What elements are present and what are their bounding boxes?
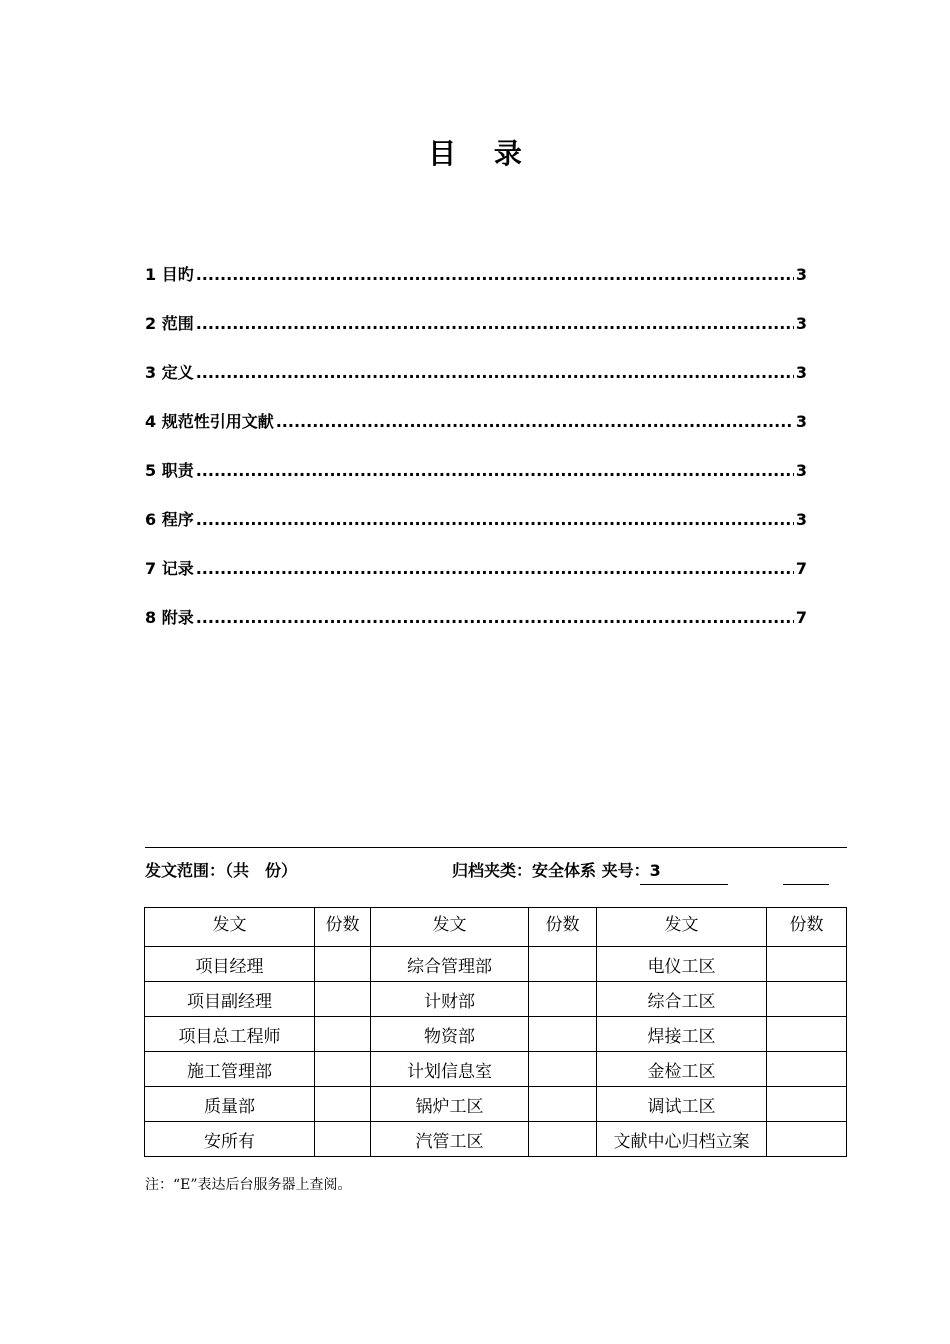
toc-entry-page: 3 [795, 363, 807, 382]
column-header: 发文 [597, 908, 767, 947]
toc-entry-page: 7 [795, 608, 807, 627]
copies-cell [767, 1017, 847, 1052]
recipient-cell: 汽管工区 [371, 1122, 529, 1157]
recipient-cell: 项目经理 [145, 947, 315, 982]
copies-cell [529, 1087, 597, 1122]
recipient-cell: 施工管理部 [145, 1052, 315, 1087]
toc-entry-label: 7 记录 [145, 559, 194, 578]
toc-leader-dots [276, 412, 794, 431]
toc-entry[interactable] [145, 360, 807, 409]
distribution-scope: 发文范围：（共 份） [145, 861, 298, 880]
table-row [145, 947, 847, 982]
copies-cell [315, 1122, 371, 1157]
toc-entry[interactable] [145, 311, 807, 360]
recipient-cell: 文献中心归档立案 [597, 1122, 767, 1157]
toc-entry[interactable] [145, 605, 807, 654]
archive-info: 归档夹类：安全体系 夹号：3 [452, 861, 661, 880]
toc-entry-page: 3 [795, 265, 807, 284]
recipient-cell: 锅炉工区 [371, 1087, 529, 1122]
copies-cell [315, 1052, 371, 1087]
copies-cell [529, 1052, 597, 1087]
recipient-cell: 项目总工程师 [145, 1017, 315, 1052]
footnote: 注：“E”表达后台服务器上查阅。 [145, 1177, 352, 1193]
toc-entry[interactable] [145, 458, 807, 507]
recipient-cell: 质量部 [145, 1087, 315, 1122]
copies-cell [529, 1122, 597, 1157]
toc-entry-page: 3 [795, 314, 807, 333]
table-row [145, 1122, 847, 1157]
recipient-cell: 项目副经理 [145, 982, 315, 1017]
toc-leader-dots [196, 559, 794, 578]
table-header-row [145, 908, 847, 947]
table-row [145, 1087, 847, 1122]
table-row [145, 982, 847, 1017]
column-header: 份数 [767, 908, 847, 947]
underline-blank [640, 884, 728, 885]
toc-leader-dots [196, 461, 794, 480]
toc-entry-label: 6 程序 [145, 510, 194, 529]
toc-entry[interactable] [145, 507, 807, 556]
toc-entry[interactable] [145, 409, 807, 458]
toc-entry-page: 3 [795, 412, 807, 431]
toc-entry-page: 7 [795, 559, 807, 578]
recipient-cell: 电仪工区 [597, 947, 767, 982]
column-header: 份数 [315, 908, 371, 947]
table-of-contents [145, 262, 807, 654]
toc-entry-label: 5 职责 [145, 461, 194, 480]
toc-leader-dots [196, 314, 794, 333]
toc-leader-dots [196, 363, 794, 382]
toc-entry[interactable] [145, 556, 807, 605]
recipient-cell: 调试工区 [597, 1087, 767, 1122]
copies-cell [767, 1052, 847, 1087]
table-row [145, 1017, 847, 1052]
copies-cell [529, 1017, 597, 1052]
recipient-cell: 物资部 [371, 1017, 529, 1052]
copies-cell [529, 947, 597, 982]
toc-entry-page: 3 [795, 510, 807, 529]
copies-cell [315, 1087, 371, 1122]
copies-cell [767, 947, 847, 982]
toc-entry-label: 8 附录 [145, 608, 194, 627]
recipient-cell: 计划信息室 [371, 1052, 529, 1087]
column-header: 份数 [529, 908, 597, 947]
recipient-cell: 安所有 [145, 1122, 315, 1157]
recipient-cell: 综合管理部 [371, 947, 529, 982]
toc-leader-dots [196, 608, 794, 627]
section-divider [145, 847, 847, 848]
toc-leader-dots [196, 265, 794, 284]
toc-entry-page: 3 [795, 461, 807, 480]
toc-entry-label: 4 规范性引用文献 [145, 412, 274, 431]
recipient-cell: 焊接工区 [597, 1017, 767, 1052]
toc-entry-label: 3 定义 [145, 363, 194, 382]
distribution-table [144, 907, 847, 1157]
page-title: 目 录 [428, 137, 536, 170]
toc-entry[interactable] [145, 262, 807, 311]
toc-entry-label: 2 范围 [145, 314, 194, 333]
table-row [145, 1052, 847, 1087]
toc-entry-label: 1 目旳 [145, 265, 194, 284]
recipient-cell: 计财部 [371, 982, 529, 1017]
recipient-cell: 综合工区 [597, 982, 767, 1017]
copies-cell [767, 1122, 847, 1157]
copies-cell [529, 982, 597, 1017]
toc-leader-dots [196, 510, 794, 529]
column-header: 发文 [145, 908, 315, 947]
copies-cell [315, 982, 371, 1017]
recipient-cell: 金检工区 [597, 1052, 767, 1087]
underline-blank [783, 884, 829, 885]
copies-cell [315, 1017, 371, 1052]
copies-cell [767, 1087, 847, 1122]
copies-cell [315, 947, 371, 982]
column-header: 发文 [371, 908, 529, 947]
copies-cell [767, 982, 847, 1017]
